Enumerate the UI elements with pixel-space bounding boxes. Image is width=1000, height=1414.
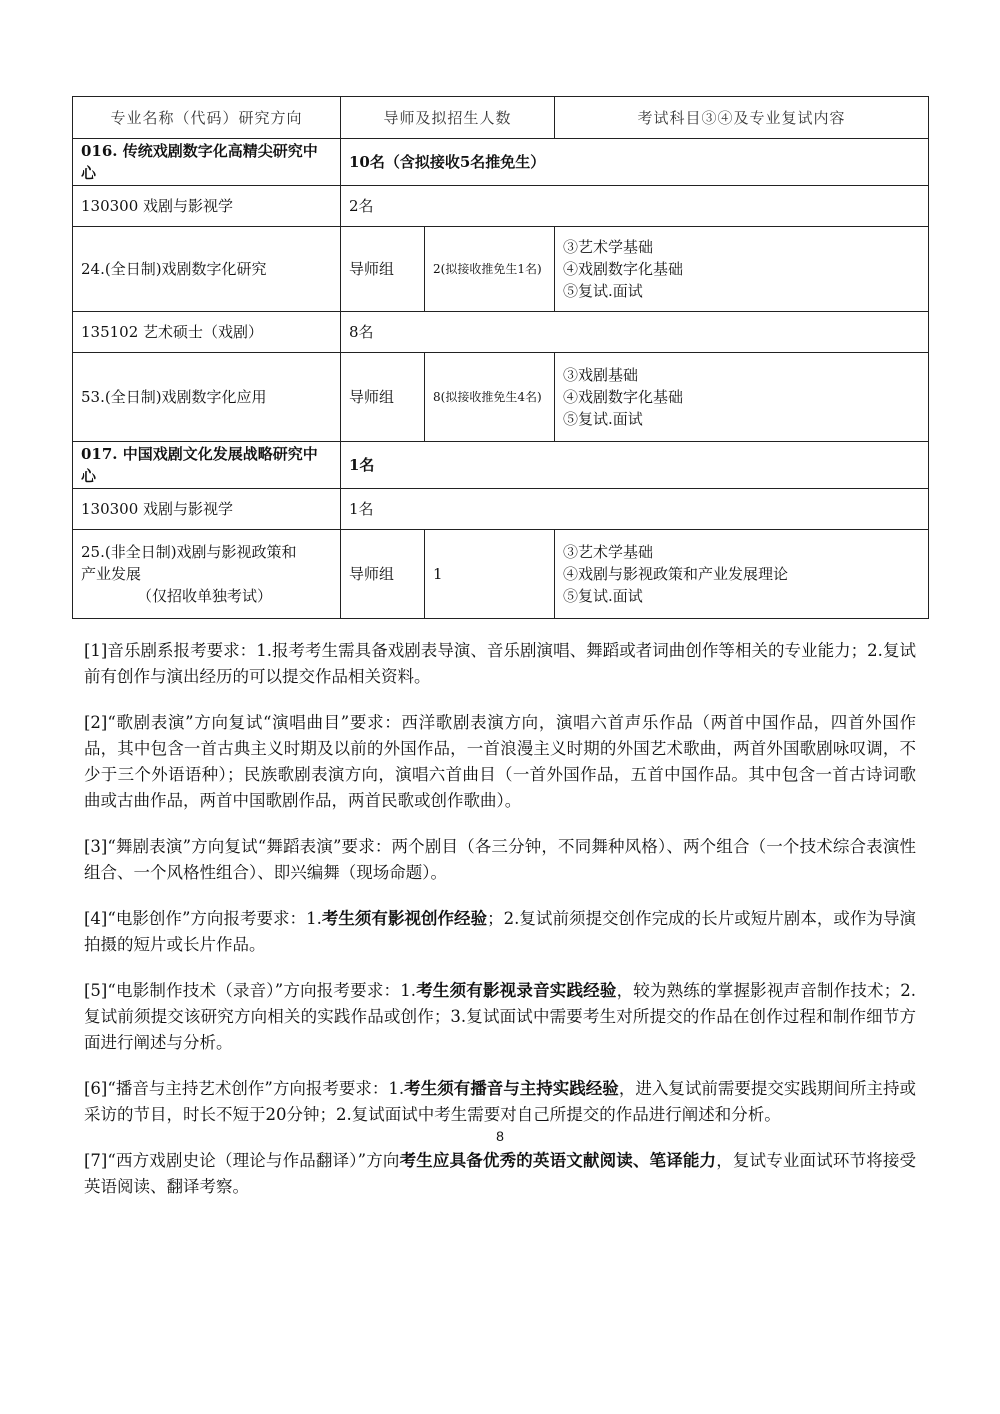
note-emphasis: 考生应具备优秀的英语文献阅读、笔译能力 bbox=[399, 1151, 717, 1170]
note-7 bbox=[84, 1148, 916, 1200]
note-4 bbox=[84, 906, 916, 958]
note-text: ，复试专业面试环节将接受英语阅读、翻译考察。 bbox=[84, 1151, 917, 1196]
section-row bbox=[73, 442, 929, 489]
note-text: [6]“播音与主持艺术创作”方向报考要求：1. bbox=[84, 1079, 405, 1098]
major-code: 130300 戏剧与影视学 bbox=[73, 186, 341, 227]
major-row bbox=[73, 186, 929, 227]
header-major: 专业名称（代码）研究方向 bbox=[73, 97, 341, 139]
subject-line: ③艺术学基础 bbox=[563, 543, 654, 561]
note-1: [1]音乐剧系报考要求：1.报考考生需具备戏剧表导演、音乐剧演唱、舞蹈或者词曲创作等相关的专业能力；2.复试前有创作与演出经历的可以提交作品相关资料。 bbox=[84, 641, 916, 686]
subject-line: ④戏剧与影视政策和产业发展理论 bbox=[563, 565, 789, 583]
direction-name bbox=[73, 530, 341, 619]
note-text: ，进入复试前需要提交实践期间所主持或采访的节目，时长不短于20分钟；2.复试面试中考生需要对自己所提交的作品进行阐述和分析。 bbox=[84, 1079, 917, 1124]
mentor-group: 导师组 bbox=[341, 353, 425, 442]
note-6 bbox=[84, 1076, 916, 1128]
section-row bbox=[73, 139, 929, 186]
direction-row bbox=[73, 353, 929, 442]
table-header-row bbox=[73, 97, 929, 139]
direction-name-note: （仅招收单独考试） bbox=[137, 587, 273, 605]
note-3: [3]“舞剧表演”方向复试“舞蹈表演”要求：两个剧目（各三分钟，不同舞种风格）、两个组合（一个技术综合表演性组合、一个风格性组合）、即兴编舞（现场命题）。 bbox=[84, 837, 916, 882]
subject-line: ③戏剧基础 bbox=[563, 366, 639, 384]
major-quota: 8名 bbox=[341, 312, 929, 353]
subject-line: ⑤复试.面试 bbox=[563, 282, 643, 300]
note-emphasis: 考生须有影视录音实践经验 bbox=[416, 981, 617, 1000]
exam-subjects bbox=[555, 530, 929, 619]
note-5 bbox=[84, 978, 916, 1056]
section-quota: 1名 bbox=[341, 442, 929, 489]
note-emphasis: 考生须有播音与主持实践经验 bbox=[404, 1079, 619, 1098]
note-text: [5]“电影制作技术（录音）”方向报考要求：1. bbox=[84, 981, 416, 1000]
note-text: ；2.复试前须提交创作完成的长片或短片剧本，或作为导演拍摄的短片或长片作品。 bbox=[84, 909, 916, 954]
subject-line: ③艺术学基础 bbox=[563, 238, 654, 256]
section-name: 017. 中国戏剧文化发展战略研究中心 bbox=[73, 442, 341, 489]
major-code: 130300 戏剧与影视学 bbox=[73, 489, 341, 530]
note-2: [2]“歌剧表演”方向复试“演唱曲目”要求：西洋歌剧表演方向，演唱六首声乐作品（两首中国作品，四首外国作品，其中包含一首古典主义时期及以前的外国作品，一首浪漫主义时期的外国艺术歌曲，两首外国歌剧咏叹调，不少于三个外语语种）；民族歌剧表演方向，演唱六首曲目（一首外国作品，五首中国作品。其中包含一首古诗词歌曲或古曲作品，两首中国歌剧作品，两首民歌或创作歌曲）。 bbox=[84, 713, 916, 810]
mentor-group: 导师组 bbox=[341, 530, 425, 619]
subject-line: ⑤复试.面试 bbox=[563, 410, 643, 428]
enroll-count: 2(拟接收推免生1名) bbox=[425, 227, 555, 312]
subject-line: ④戏剧数字化基础 bbox=[563, 388, 684, 406]
enroll-count: 8(拟接收推免生4名) bbox=[425, 353, 555, 442]
section-name: 016. 传统戏剧数字化高精尖研究中心 bbox=[73, 139, 341, 186]
subject-line: ④戏剧数字化基础 bbox=[563, 260, 684, 278]
exam-subjects bbox=[555, 353, 929, 442]
direction-name-line: 产业发展 bbox=[81, 565, 142, 583]
note-text: [7]“西方戏剧史论（理论与作品翻译）”方向 bbox=[84, 1151, 400, 1170]
header-subjects: 考试科目③④及专业复试内容 bbox=[555, 97, 929, 139]
major-quota: 1名 bbox=[341, 489, 929, 530]
direction-row bbox=[73, 530, 929, 619]
direction-name-line: 25.(非全日制)戏剧与影视政策和 bbox=[81, 543, 297, 561]
subject-line: ⑤复试.面试 bbox=[563, 587, 643, 605]
header-mentor: 导师及拟招生人数 bbox=[341, 97, 555, 139]
major-quota: 2名 bbox=[341, 186, 929, 227]
direction-name: 53.(全日制)戏剧数字化应用 bbox=[73, 353, 341, 442]
major-code: 135102 艺术硕士（戏剧） bbox=[73, 312, 341, 353]
exam-subjects bbox=[555, 227, 929, 312]
enroll-count: 1 bbox=[425, 530, 555, 619]
note-emphasis: 考生须有影视创作经验 bbox=[321, 909, 488, 928]
direction-row bbox=[73, 227, 929, 312]
mentor-group: 导师组 bbox=[341, 227, 425, 312]
direction-name: 24.(全日制)戏剧数字化研究 bbox=[73, 227, 341, 312]
major-row bbox=[73, 312, 929, 353]
page-number: 8 bbox=[496, 1128, 504, 1144]
section-quota: 10名（含拟接收5名推免生） bbox=[341, 139, 929, 186]
major-row bbox=[73, 489, 929, 530]
note-text: ，较为熟练的掌握影视声音制作技术；2.复试前须提交该研究方向相关的实践作品或创作；3.复试面试中需要考生对所提交的作品在创作过程和制作细节方面进行阐述与分析。 bbox=[84, 981, 916, 1052]
admission-table bbox=[72, 96, 929, 619]
note-text: [4]“电影创作”方向报考要求：1. bbox=[84, 909, 322, 928]
